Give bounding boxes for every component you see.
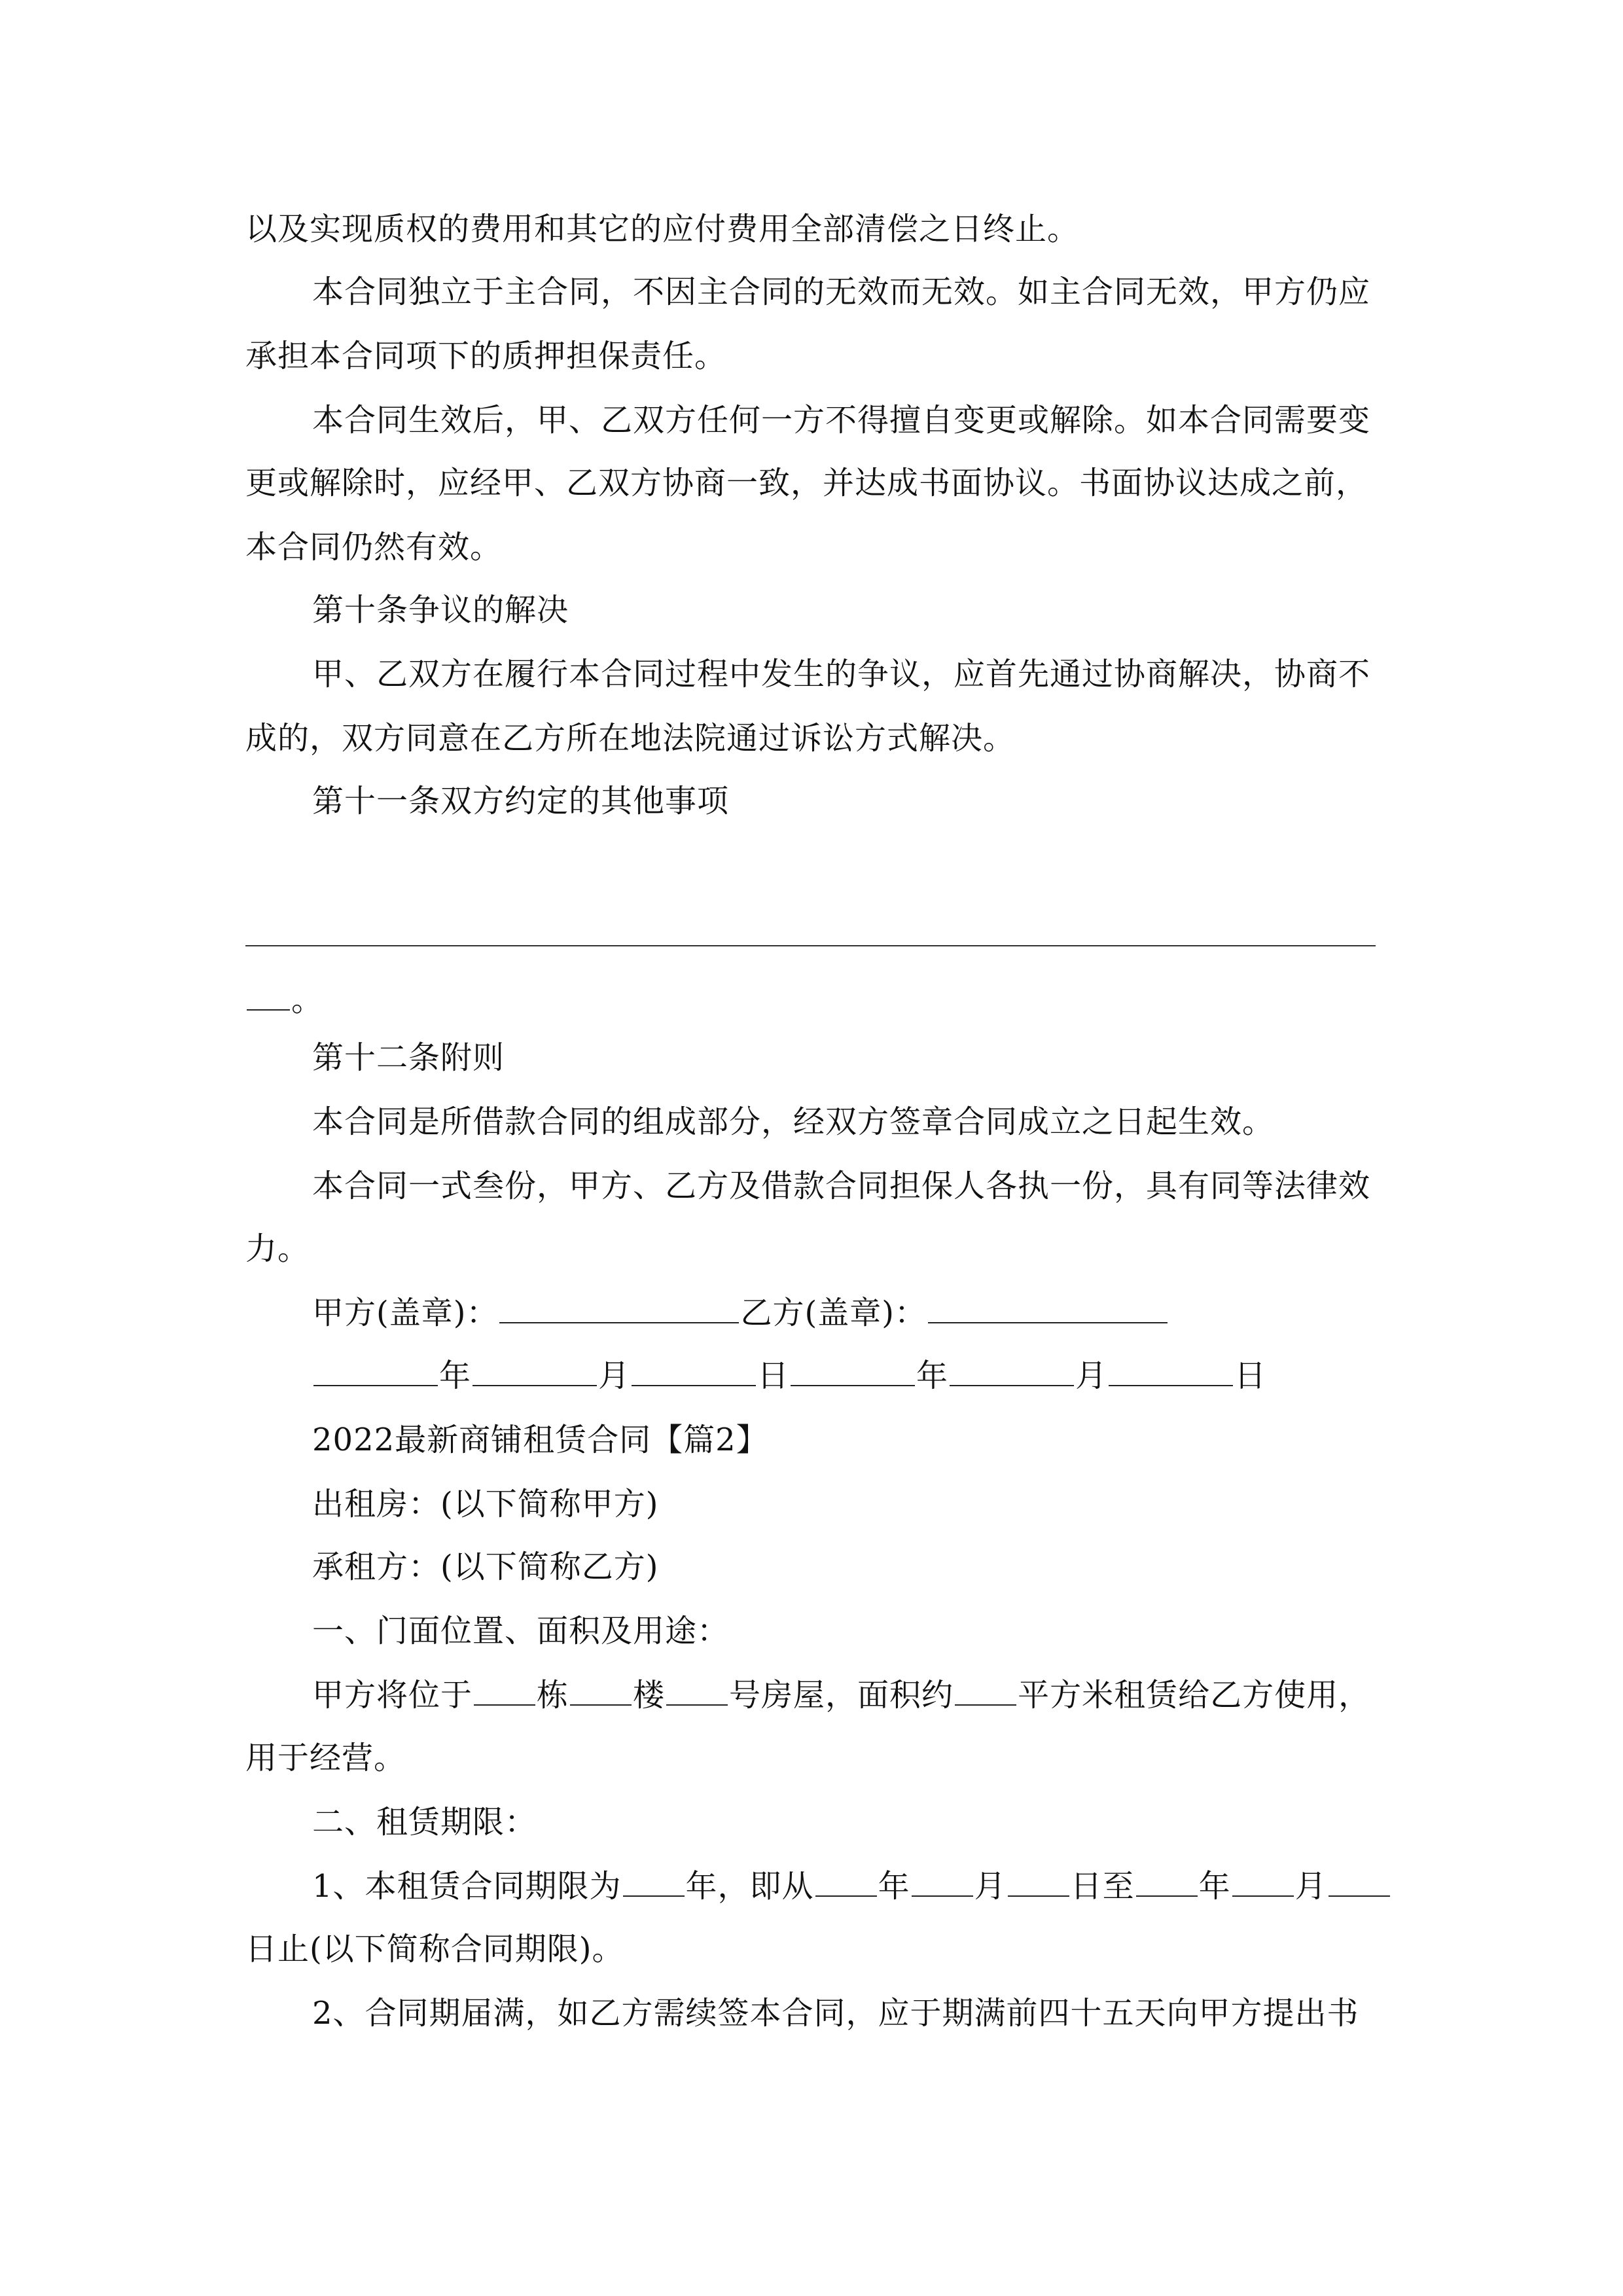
fill-blank	[1136, 1865, 1198, 1897]
date-line	[312, 1355, 1266, 1397]
text-segment: 年	[1198, 1868, 1231, 1905]
text-line: 本合同独立于主合同，不因主合同的无效而无效。如主合同无效，甲方仍应	[312, 274, 1371, 310]
text-line	[245, 979, 323, 1021]
section-heading: 第十一条双方约定的其他事项	[312, 783, 730, 819]
text-segment: 1、本租赁合同期限为	[312, 1868, 622, 1905]
text-segment: 年，即从	[685, 1868, 814, 1905]
document-title: 2022最新商铺租赁合同【篇2】	[312, 1422, 768, 1458]
text-line: 以及实现质权的费用和其它的应付费用全部清偿之日终止。	[245, 211, 1080, 247]
text-segment: 日至	[1070, 1868, 1135, 1905]
text-line: 本合同是所借款合同的组成部分，经双方签章合同成立之日起生效。	[312, 1103, 1275, 1140]
section-heading: 第十条争议的解决	[312, 592, 569, 628]
fill-blank	[791, 1355, 915, 1386]
fill-blank	[1109, 1355, 1233, 1386]
text-line: 力。	[245, 1230, 310, 1267]
fill-blank	[247, 979, 290, 1011]
term-line	[312, 1865, 1391, 1907]
signature-line	[312, 1292, 1169, 1334]
text-line: 承担本合同项下的质押担保责任。	[245, 338, 727, 374]
day-label: 日	[757, 1357, 790, 1394]
month-label: 月	[1075, 1357, 1108, 1394]
text-line: 2、合同期届满，如乙方需续签本合同，应于期满前四十五天向甲方提出书	[312, 1995, 1359, 2032]
section-heading: 一、门面位置、面积及用途：	[312, 1613, 730, 1649]
year-label: 年	[439, 1357, 472, 1394]
location-line	[312, 1674, 1370, 1716]
fill-blank	[632, 1355, 756, 1386]
party-a-label: 甲方(盖章)：	[312, 1295, 499, 1331]
day-label: 日	[1234, 1357, 1267, 1394]
fill-blank	[1232, 1865, 1294, 1897]
month-label: 月	[598, 1357, 631, 1394]
party-b-blank	[928, 1292, 1168, 1323]
floor-blank	[570, 1674, 632, 1706]
text-line: 用于经营。	[245, 1740, 406, 1776]
fill-blank	[1329, 1865, 1390, 1897]
text-segment: 楼	[633, 1677, 666, 1713]
text-line: 成的，双方同意在乙方所在地法院通过诉讼方式解决。	[245, 720, 1016, 757]
party-b-label: 乙方(盖章)：	[740, 1295, 927, 1331]
text-segment: 月	[974, 1868, 1007, 1905]
period-mark: 。	[291, 982, 324, 1018]
text-segment: 平方米租赁给乙方使用，	[1018, 1677, 1371, 1713]
text-segment: 栋	[537, 1677, 569, 1713]
text-line: 本合同生效后，甲、乙双方任何一方不得擅自变更或解除。如本合同需要变	[312, 402, 1371, 439]
text-line: 本合同仍然有效。	[245, 529, 503, 565]
fill-blank	[912, 1865, 973, 1897]
room-blank	[666, 1674, 728, 1706]
section-heading: 第十二条附则	[312, 1039, 505, 1076]
fill-blank	[473, 1355, 597, 1386]
text-line: 甲、乙双方在履行本合同过程中发生的争议，应首先通过协商解决，协商不	[312, 656, 1371, 692]
lessee-line: 承租方：(以下简称乙方)	[312, 1549, 659, 1585]
fill-blank	[950, 1355, 1074, 1386]
text-segment: 年	[878, 1868, 910, 1905]
text-segment: 月	[1294, 1868, 1327, 1905]
text-line: 更或解除时，应经甲、乙双方协商一致，并达成书面协议。书面协议达成之前，	[245, 465, 1368, 501]
text-line: 本合同一式叁份，甲方、乙方及借款合同担保人各执一份，具有同等法律效	[312, 1168, 1371, 1204]
fill-blank	[1008, 1865, 1069, 1897]
party-a-blank	[499, 1292, 739, 1323]
text-segment: 甲方将位于	[312, 1677, 473, 1713]
lessor-line: 出租房：(以下简称甲方)	[312, 1486, 659, 1522]
area-blank	[955, 1674, 1016, 1706]
text-line: 日止(以下简称合同期限)。	[245, 1931, 624, 1967]
section-heading: 二、租赁期限：	[312, 1804, 537, 1840]
building-blank	[474, 1674, 535, 1706]
fill-blank	[623, 1865, 685, 1897]
fill-in-rule	[245, 945, 1376, 946]
fill-blank	[815, 1865, 877, 1897]
fill-blank	[313, 1355, 438, 1386]
year-label: 年	[916, 1357, 949, 1394]
text-segment: 号房屋，面积约	[729, 1677, 954, 1713]
